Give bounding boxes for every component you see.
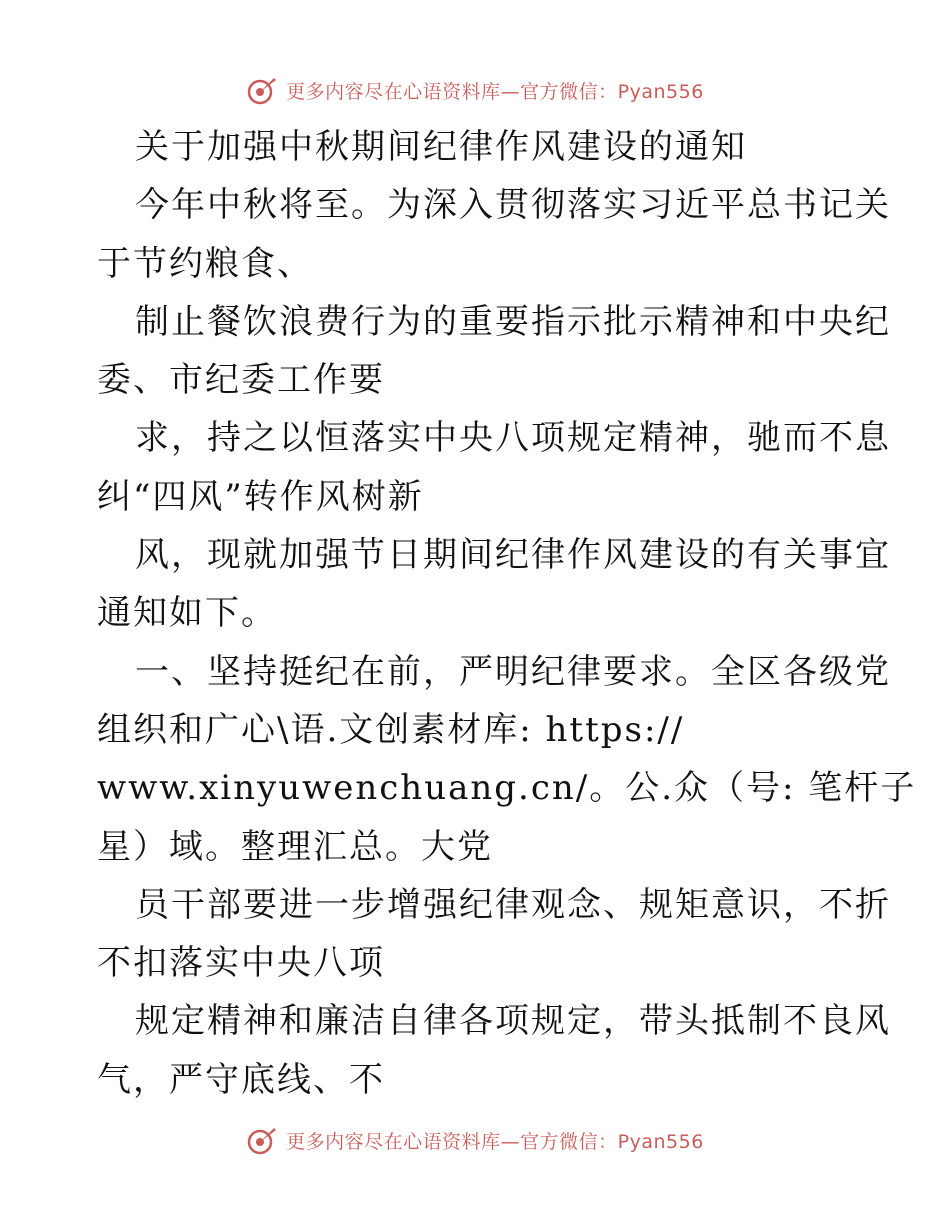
quill-pen-logo-icon [246, 74, 278, 106]
paragraph-line: 求，持之以恒落实中央八项规定精神，驰而不息 [135, 418, 891, 459]
paragraph-line: 组织和广心\语.文创素材库: https:// [97, 709, 685, 750]
paragraph-line: 星）域。整理汇总。大党 [97, 826, 493, 867]
document-title: 关于加强中秋期间纪律作风建设的通知 [135, 127, 747, 167]
section-heading-line: 一、坚持挺纪在前，严明纪律要求。全区各级党 [135, 651, 891, 692]
footer-watermark [0, 1120, 950, 1160]
document-body [97, 118, 917, 1109]
paragraph-line: 委、市纪委工作要 [97, 360, 385, 401]
quill-pen-logo-icon [246, 1124, 278, 1156]
paragraph-line: 规定精神和廉洁自律各项规定，带头抵制不良风 [135, 1001, 891, 1042]
header-watermark [0, 70, 950, 110]
paragraph-line: 风，现就加强节日期间纪律作风建设的有关事宜 [135, 535, 891, 576]
paragraph-line: www.xinyuwenchuang.cn/。公.众（号: 笔杆子 [97, 768, 917, 809]
paragraph-line: 气，严守底线、不 [97, 1059, 385, 1100]
paragraph-line: 今年中秋将至。为深入贯彻落实习近平总书记关 [135, 185, 891, 226]
paragraph-line: 不扣落实中央八项 [97, 943, 385, 984]
paragraph-line: 于节约粮食、 [97, 243, 313, 284]
paragraph-line: 制止餐饮浪费行为的重要指示批示精神和中央纪 [135, 301, 891, 342]
header-watermark-text: 更多内容尽在心语资料库—官方微信：Pyan556 [286, 80, 704, 103]
paragraph-line: 通知如下。 [97, 593, 277, 634]
paragraph-line: 员干部要进一步增强纪律观念、规矩意识，不折 [135, 884, 891, 925]
paragraph-line: 纠“四风”转作风树新 [97, 476, 424, 517]
footer-watermark-text: 更多内容尽在心语资料库—官方微信：Pyan556 [286, 1130, 704, 1153]
